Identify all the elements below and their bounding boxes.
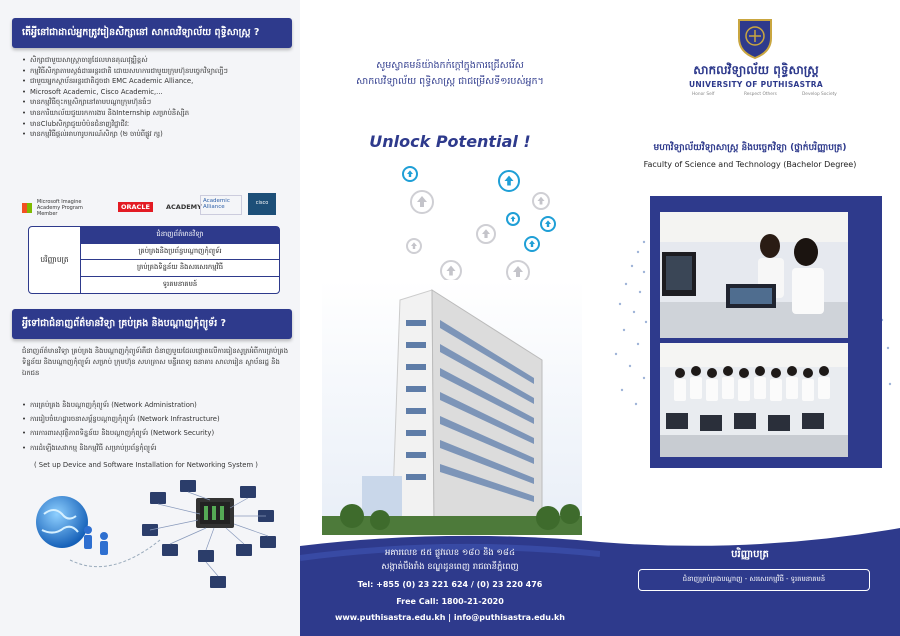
list-item: • សិក្សាជាមួយសាស្ត្រាចារ្យដែលមានគុណវុឌ្ឍិខ្ពស់ [22, 55, 290, 66]
up-arrow-icon [524, 236, 540, 252]
middle-panel [300, 0, 600, 636]
website-email: www.puthisastra.edu.kh | info@puthisastra.edu.kh [334, 613, 566, 622]
degree-table [28, 226, 280, 294]
up-arrow-icon [406, 238, 422, 254]
microsoft-logo [22, 199, 105, 217]
academic-alliance-logo: Academic Alliance [200, 195, 242, 215]
network-illustration-image [30, 480, 280, 610]
microsoft-icon [22, 203, 32, 213]
mottos [692, 92, 842, 102]
welcome-line-1: សូមស្វាគមន៍យ៉ាងកក់ក្តៅក្នុងការជ្រើសរើស [376, 60, 524, 71]
up-arrow-icon [540, 216, 556, 232]
up-arrow-icon [532, 192, 550, 210]
skills-english-note: ( Set up Device and Software Installation for Networking System ) [34, 461, 258, 469]
motto-1: Honor Self [692, 92, 715, 97]
list-item: • កម្មវិធីសិក្សាតាមស្តង់ដារអន្តរជាតិ ដោយសហការជាមួយក្រុមហ៊ុនបច្ចេកវិទ្យាល្បីៗ [22, 66, 290, 77]
list-item: • មានការិយាល័យជួយរកការងារ និងInternship សម្រាប់និស្សិត [22, 108, 290, 119]
microsoft-logo-text: Microsoft Imagine Academy Program Member [36, 199, 83, 217]
list-item: • មានClubសិក្សាជួយបំប៉នជំនាញវិជ្ជាជីវៈ [22, 119, 290, 130]
table-row: ទូរគមនាគមន៍ [162, 279, 198, 288]
welcome-line-2: សាកលវិទ្យាល័យ ពុទ្ធិសាស្ត្រ ជាជម្រើសទី១របស់អ្នក។ [356, 76, 544, 87]
degree-label: បរិញ្ញាបត្រ [29, 227, 81, 293]
list-item: • ការគ្រប់គ្រង និងបណ្តាញកុំព្យូទ័រ (Network Administration) [22, 398, 292, 412]
university-crest-icon [735, 16, 775, 60]
up-arrow-icon [440, 260, 462, 282]
university-name-khmer: សាកលវិទ្យាល័យ ពុទ្ធិសាស្ត្រ [693, 63, 819, 77]
list-item: • ការការពារសុវត្ថិភាពទិន្នន័យ និងបណ្តាញកុំព្យូទ័រ (Network Security) [22, 426, 292, 440]
list-item: • ជាមួយអ្នកស្ថាប័នអន្តរជាតិដូចជា EMC Academic Alliance, [22, 76, 290, 87]
right-panel [600, 0, 900, 636]
motto-3: Develop Society [802, 92, 837, 97]
welcome-text [315, 58, 585, 90]
reasons-list [22, 55, 290, 140]
list-item: • មានកម្មវិធីចុះកម្មសិក្សានៅតាមបណ្តាក្រុមហ៊ុនធំៗ [22, 97, 290, 108]
faculty-name-english: Faculty of Science and Technology (Bachelor Degree) [643, 160, 857, 169]
programs-box: ជំនាញគ្រប់គ្រងបណ្តាញ - សរសេរកម្មវិធី - ទូរគមនាគមន៍ [638, 569, 870, 591]
classroom-students-photo [660, 343, 848, 457]
unlock-potential-slogan: Unlock Potential ! [369, 132, 531, 151]
left-panel [0, 0, 300, 636]
address-line-2: សង្កាត់បឹងរាំង ខណ្ឌដូនពេញ រាជធានីភ្នំពេញ [381, 562, 519, 572]
table-row: គ្រប់គ្រងទិន្នន័យ និងសរសេរកម្មវិធី [81, 260, 279, 277]
up-arrow-icon [476, 224, 496, 244]
motto-2: Respect Others [744, 92, 777, 97]
up-arrow-icon [506, 212, 520, 226]
up-arrow-icon [410, 190, 434, 214]
students-computer-lab-photo [660, 212, 848, 338]
oracle-logo [118, 202, 202, 212]
list-item: • ការដំឡើងសេវាកម្ម និងកម្មវិធី សម្រាប់ប្រព័ន្ធកុំព្យូទ័រ [22, 441, 292, 455]
up-arrow-icon [402, 166, 418, 182]
list-item: • មានកម្មវិធីផ្តល់អាហារូបករណ៍សិក្សា (២ ចាប់ពីផ្លូវ ក្ស) [22, 129, 290, 140]
address [300, 546, 600, 574]
free-call: Free Call: 1800-21-2020 [396, 597, 504, 606]
partner-logos [22, 193, 282, 217]
university-building-image [322, 280, 582, 535]
cisco-logo: cisco [248, 193, 276, 215]
bachelor-heading: បរិញ្ញាបត្រ [731, 549, 769, 560]
dot-pattern-left [604, 232, 652, 432]
description-paragraph: ជំនាញព័ត៌មានវិទ្យា គ្រប់គ្រង និងបណ្តាញកុំព្យូទ័រគឺជា ជំនាញមួយដែលផ្តោតលើការរៀនសូត្រអំពីការគ្រប់គ្រងទិន្នន័យ និងបណ្តាញកុំព្យូទ័រ សម្រាប់ ក្រុមហ៊ុន សហគ្រាស មន្ទីរពេទ្យ ធនាគារ សាលារៀន ស្ថាប័នរដ្ឋ និងឯកជន [22, 347, 289, 377]
what-is-it-heading: អ្វីទៅជាជំនាញព័ត៌មានវិទ្យា គ្រប់គ្រង និងបណ្តាញកុំព្យូទ័រ ? [12, 309, 292, 339]
oracle-logo-text: ORACLE [121, 203, 150, 211]
degree-table-header: ជំនាញព័ត៌មានវិទ្យា [81, 227, 279, 244]
address-line-1: អគារលេខ ៥៥ ផ្លូវលេខ ១៨០ និង ១៨៤ [385, 548, 515, 558]
telephone: Tel: +855 (0) 23 221 624 / (0) 23 220 476 [357, 580, 543, 589]
why-study-heading: តើអ្វីនៅជាដាល់អ្នកត្រូវរៀនសិក្សានៅ សាកលវិទ្យាល័យ ពុទ្ធិសាស្ត្រ ? [12, 18, 292, 48]
table-row: គ្រប់គ្រងនិងប្រព័ន្ធបណ្តាញកុំព្យូទ័រ [81, 244, 279, 261]
list-item: • ការរៀបចំហេដ្ឋារចនាសម្ព័ន្ធបណ្តាញកុំព្យូទ័រ (Network Infrastructure) [22, 412, 292, 426]
university-name-english: UNIVERSITY OF PUTHISASTRA [689, 80, 823, 89]
list-item: • Microsoft Academic, Cisco Academic,... [22, 87, 290, 98]
skills-list [22, 398, 292, 455]
faculty-name-khmer: មហាវិទ្យាល័យវិទ្យាសាស្ត្រ និងបច្ចេកវិទ្យា (ថ្នាក់បរិញ្ញាបត្រ) [653, 143, 847, 153]
oracle-academy-text: ACADEMY [166, 203, 202, 211]
up-arrow-icon [498, 170, 520, 192]
